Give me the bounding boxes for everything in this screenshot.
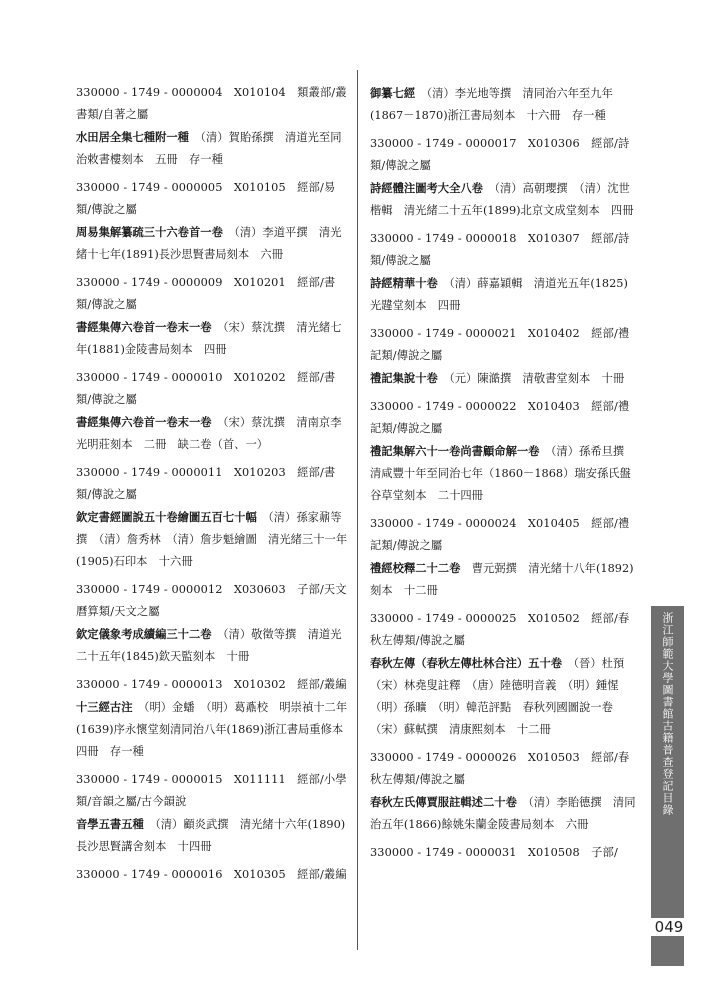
entry-details: （清）敬徵等撰 清道光二十五年(1845)欽天監刻本 十冊 [76, 628, 342, 663]
entry-title: 詩經體注圖考大全八卷 [370, 181, 483, 195]
entry-id: 330000 - 1749 - 0000004 X010104 類叢部/叢書類/自著之屬 [76, 86, 347, 121]
catalog-entry [76, 177, 348, 266]
entry-id: 330000 - 1749 - 0000011 X010203 經部/書類/傳說之屬 [76, 466, 336, 501]
entry-title: 音學五書五種 [76, 817, 144, 831]
entry-id: 330000 - 1749 - 0000005 X010105 經部/易類/傳說之屬 [76, 181, 336, 216]
catalog-entry [370, 513, 638, 602]
entry-details: （明）金蟠 （明）葛鼒校 明崇禎十二年(1639)序永懷堂刻清同治八年(1869)浙江書局重修本 四冊 存一種 [76, 701, 355, 758]
entry-title: 欽定書經圖說五十卷繪圖五百七十幅 [76, 510, 257, 524]
entry-details: （清）薛嘉穎輯 清道光五年(1825)光韙堂刻本 四冊 [370, 277, 628, 312]
entry-title: 御纂七經 [370, 86, 416, 100]
entry-title: 詩經精華十卷 [370, 276, 438, 290]
entry-details: （清）李貽德撰 清同治五年(1866)餘姚朱蘭金陵書局刻本 六冊 [370, 796, 636, 831]
catalog-entry [370, 228, 638, 317]
entry-title: 書經集傳六卷首一卷末一卷 [76, 415, 212, 429]
entry-id: 330000 - 1749 - 0000022 X010403 經部/禮記類/傳說之屬 [370, 400, 630, 435]
entry-details: （元）陳澔撰 清敬書堂刻本 十冊 [449, 372, 625, 385]
entry-details: （宋）蔡沈撰 清南京李光明莊刻本 二冊 缺二卷（首、一） [76, 416, 342, 451]
entry-details: （清）高朝瓔撰 （清）沈世楷輯 清光緒二十五年(1899)北京文成堂刻本 四冊 [370, 182, 634, 217]
left-column [76, 82, 355, 892]
catalog-entry [76, 272, 348, 361]
entry-details: （清）李道平撰 清光緒十七年(1891)長沙思賢書局刻本 六冊 [76, 226, 342, 261]
entry-title: 禮記集說十卷 [370, 371, 438, 385]
entry-id: 330000 - 1749 - 0000012 X030603 子部/天文曆算類/天文之屬 [76, 583, 347, 618]
entry-id: 330000 - 1749 - 0000010 X010202 經部/書類/傳說之屬 [76, 371, 336, 406]
catalog-entry [76, 674, 355, 763]
entry-id: 330000 - 1749 - 0000024 X010405 經部/禮記類/傳說之屬 [370, 517, 630, 552]
entry-details: （清）孫家鼐等撰 （清）詹秀林 （清）詹步魁繪圖 清光緒三十一年(1905)石印本 十六冊 [76, 511, 348, 568]
catalog-entry [370, 396, 638, 507]
entry-id: 330000 - 1749 - 0000025 X010502 經部/春秋左傳類/傳說之屬 [370, 612, 630, 647]
entry-details: （宋）蔡沈撰 清光緒七年(1881)金陵書局刻本 四冊 [76, 321, 342, 356]
entry-title: 春秋左傳（春秋左傳杜林合注）五十卷 [370, 656, 563, 670]
entry-details: （晉）杜預 （宋）林堯叟註釋 （唐）陸德明音義 （明）鍾惺 （明）孫曠 （明）韓范評點 春秋列國圖說一卷 （宋）蘇軾撰 清康熙刻本 十二冊 [370, 657, 636, 736]
entry-title: 禮經校釋二十二卷 [370, 561, 461, 575]
catalog-entry [76, 864, 348, 886]
catalog-entry [370, 133, 638, 222]
column-divider [357, 70, 358, 950]
entry-details: （清）孫希旦撰 清咸豐十年至同治七年（1860－1868）瑞安孫氏盤谷草堂刻本 二十四冊 [370, 445, 636, 502]
catalog-entry [370, 842, 638, 864]
right-column [370, 82, 638, 870]
entry-id: 330000 - 1749 - 0000026 X010503 經部/春秋左傳類/傳說之屬 [370, 751, 630, 786]
catalog-entry [370, 608, 638, 741]
page-number: 049 [646, 918, 692, 936]
entry-id: 330000 - 1749 - 0000016 X010305 經部/叢編 [76, 868, 347, 881]
entry-id: 330000 - 1749 - 0000021 X010402 經部/禮記類/傳說之屬 [370, 327, 630, 362]
entry-title: 水田居全集七種附一種 [76, 130, 189, 144]
entry-title: 十三經古注 [76, 700, 133, 714]
entry-title: 欽定儀象考成續編三十二卷 [76, 627, 212, 641]
catalog-entry [76, 82, 348, 171]
catalog-entry [76, 579, 348, 668]
entry-title: 書經集傳六卷首一卷末一卷 [76, 320, 212, 334]
catalog-entry [76, 367, 348, 456]
entry-details: （清）李光地等撰 清同治六年至九年(1867－1870)浙江書局刻本 十六冊 存一種 [370, 87, 613, 122]
entry-id: 330000 - 1749 - 0000031 X010508 子部/ [370, 846, 618, 859]
catalog-entry [370, 747, 638, 836]
entry-id: 330000 - 1749 - 0000015 X011111 經部/小學類/音韻之屬/古今韻說 [76, 773, 347, 808]
entry-id: 330000 - 1749 - 0000009 X010201 經部/書類/傳說之屬 [76, 276, 336, 311]
entry-details: （清）顧炎武撰 清光緒十六年(1890)長沙思賢講舍刻本 十四冊 [76, 818, 346, 853]
catalog-entry [370, 323, 638, 390]
entry-id: 330000 - 1749 - 0000017 X010306 經部/詩類/傳說之屬 [370, 137, 630, 172]
catalog-entry [76, 462, 348, 573]
entry-title: 周易集解纂疏三十六卷首一卷 [76, 225, 223, 239]
catalog-entry [370, 82, 638, 127]
catalog-entry [76, 769, 348, 858]
entry-id: 330000 - 1749 - 0000013 X010302 經部/叢編 [76, 678, 347, 691]
entry-title: 禮記集解六十一卷尚書顧命解一卷 [370, 444, 540, 458]
entry-details: 曹元弼撰 清光緒十八年(1892)刻本 十二冊 [370, 562, 634, 597]
entry-details: （清）賀貽孫撰 清道光至同治敕書樓刻本 五冊 存一種 [76, 131, 342, 166]
entry-id: 330000 - 1749 - 0000018 X010307 經部/詩類/傳說之屬 [370, 232, 630, 267]
entry-title: 春秋左氏傳賈服註輯述二十卷 [370, 795, 517, 809]
side-running-title: 浙江師範大學圖書館古籍普查登記目錄 [661, 612, 674, 816]
